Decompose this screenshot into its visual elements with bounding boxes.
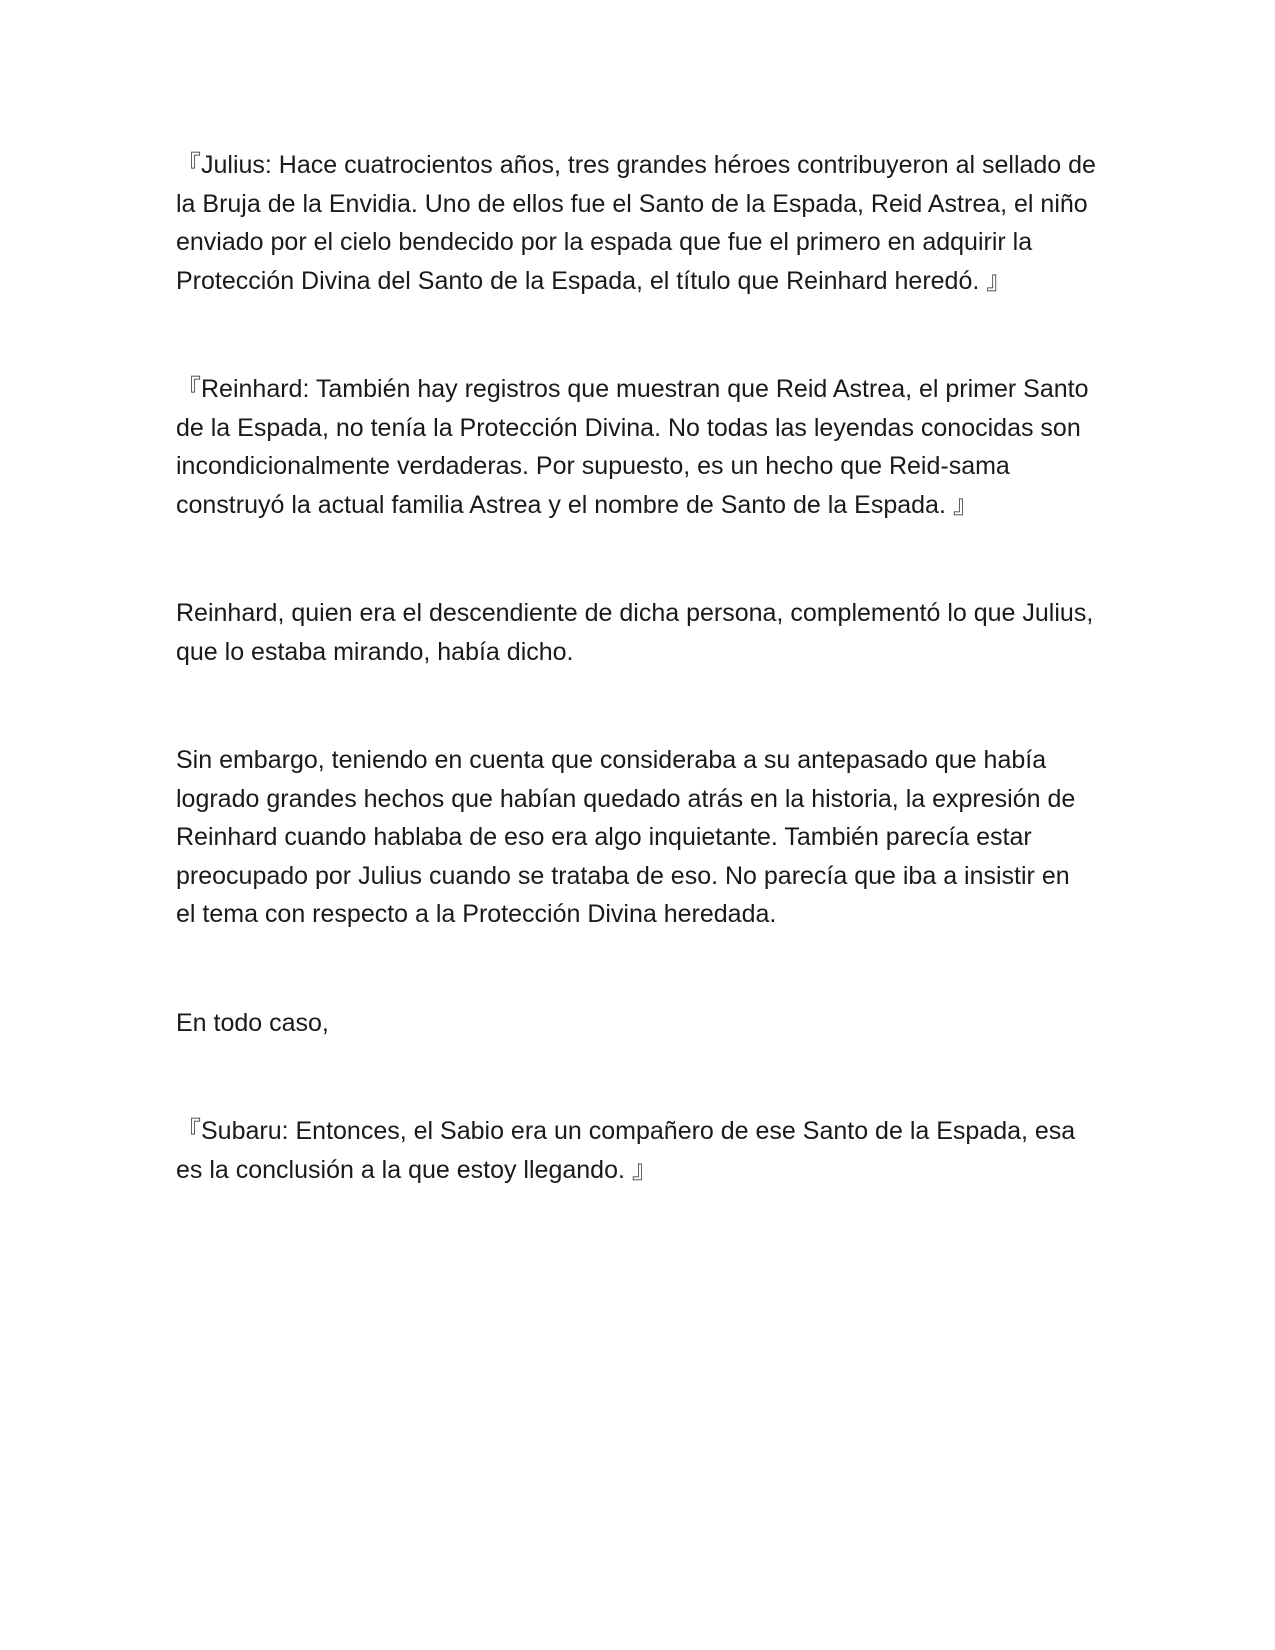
paragraph-narration-transition: En todo caso, xyxy=(176,1008,329,1037)
paragraph-gap xyxy=(176,1042,1096,1112)
paragraph-subaru-dialogue: 『Subaru: Entonces, el Sabio era un compañero de ese Santo de la Espada, esa es la conclusión a la que estoy llegando. 』 xyxy=(176,1117,1076,1184)
paragraph-gap xyxy=(176,524,1096,594)
paragraph-gap xyxy=(176,300,1096,370)
paragraph-gap xyxy=(176,934,1096,1004)
paragraph-gap xyxy=(176,671,1096,741)
document-body xyxy=(176,146,1096,1189)
paragraph-narration-expression: Sin embargo, teniendo en cuenta que consideraba a su antepasado que había logrado grandes hechos que habían quedado atrás en la historia, la expresión de Reinhard cuando hablaba de eso era algo inquietante. También parecía estar preocupado por Julius cuando se trataba de eso. No parecía que iba a insistir en el tema con respecto a la Protección Divina heredada. xyxy=(176,746,1076,928)
paragraph-julius-dialogue: 『Julius: Hace cuatrocientos años, tres grandes héroes contribuyeron al sellado de la Bruja de la Envidia. Uno de ellos fue el Santo de la Espada, Reid Astrea, el niño enviado por el cielo bendecido por la espada que fue el primero en adquirir la Protección Divina del Santo de la Espada, el título que Reinhard heredó. 』 xyxy=(176,151,1096,295)
paragraph-reinhard-dialogue: 『Reinhard: También hay registros que muestran que Reid Astrea, el primer Santo de la Espada, no tenía la Protección Divina. No todas las leyendas conocidas son incondicionalmente verdaderas. Por supuesto, es un hecho que Reid-sama construyó la actual familia Astrea y el nombre de Santo de la Espada. 』 xyxy=(176,375,1089,519)
paragraph-narration-complement: Reinhard, quien era el descendiente de dicha persona, complementó lo que Julius, que lo estaba mirando, había dicho. xyxy=(176,599,1094,666)
